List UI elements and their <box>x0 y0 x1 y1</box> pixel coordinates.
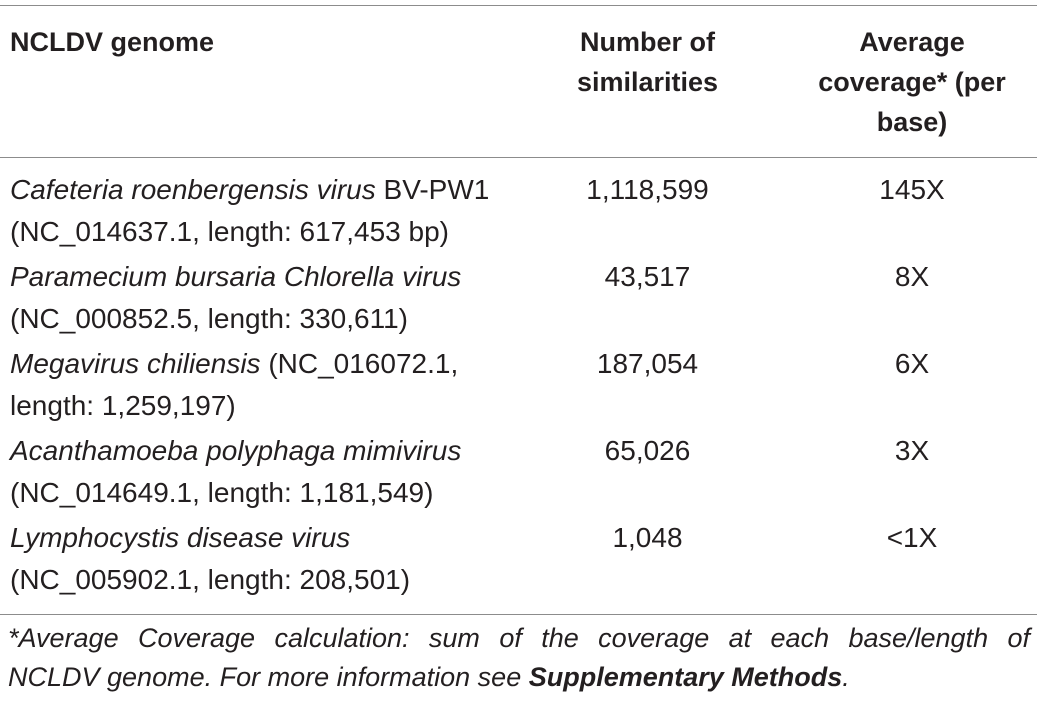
genome-accession-line: (NC_000852.5, length: 330,611) <box>10 303 408 334</box>
similarities-cell: 43,517 <box>604 261 691 292</box>
table-row <box>0 256 1037 340</box>
similarities-cell: 1,118,599 <box>586 174 709 205</box>
similarities-cell: 65,026 <box>604 435 691 466</box>
footnote-end: . <box>842 662 850 692</box>
genome-accession-line: (NC_014637.1, length: 617,453 bp) <box>10 216 449 247</box>
genome-accession-line: length: 1,259,197) <box>10 390 236 421</box>
coverage-cell: 145X <box>879 174 945 205</box>
coverage-cell: 3X <box>894 435 930 466</box>
column-gap <box>735 343 787 427</box>
genome-accession-line: (NC_014649.1, length: 1,181,549) <box>10 477 434 508</box>
table-row <box>0 430 1037 514</box>
column-gap <box>735 22 787 142</box>
footnote-text: NCLDV genome. For more information see <box>8 662 529 692</box>
genome-name-line <box>10 343 560 385</box>
genome-cell <box>0 430 560 514</box>
footnote-line-1: *Average Coverage calculation: sum of the coverage at each base/length of <box>8 623 1030 653</box>
genome-name-line <box>10 430 560 472</box>
genome-name: Lymphocystis disease virus <box>10 522 351 553</box>
genome-name: Cafeteria roenbergensis virus <box>10 174 376 205</box>
genome-name-suffix: (NC_016072.1, <box>260 348 459 379</box>
similarities-cell: 1,048 <box>612 522 683 553</box>
genome-name-suffix: BV-PW1 <box>375 174 490 205</box>
genome-name-line <box>10 256 560 298</box>
genome-cell <box>0 169 560 253</box>
column-gap <box>735 256 787 340</box>
genome-name-line <box>10 517 560 559</box>
genome-name: Acanthamoeba polyphaga mimivirus <box>10 435 462 466</box>
coverage-cell: 6X <box>894 348 930 379</box>
header-average-coverage: Average coverage* (per base) <box>818 27 1006 137</box>
footnote-supplementary-reference: Supplementary Methods <box>528 662 843 692</box>
genome-cell <box>0 517 560 601</box>
genome-name: Megavirus chiliensis <box>10 348 261 379</box>
column-gap <box>735 169 787 253</box>
column-gap <box>735 517 787 601</box>
genome-cell <box>0 343 560 427</box>
table-row <box>0 169 1037 253</box>
genome-accession-line: (NC_005902.1, length: 208,501) <box>10 564 411 595</box>
footnote-line-2 <box>8 658 1030 697</box>
header-ncldv-genome: NCLDV genome <box>10 27 215 57</box>
table-footnote <box>0 615 1030 697</box>
genome-name: Paramecium bursaria Chlorella virus <box>10 261 462 292</box>
coverage-cell: <1X <box>886 522 938 553</box>
table-row <box>0 343 1037 427</box>
header-number-of-similarities: Number of similarities <box>576 27 719 97</box>
table-body <box>0 158 1037 615</box>
similarities-cell: 187,054 <box>596 348 699 379</box>
table-row <box>0 517 1037 601</box>
genome-name-line <box>10 169 560 211</box>
genome-cell <box>0 256 560 340</box>
data-table <box>0 5 1037 697</box>
column-gap <box>735 430 787 514</box>
coverage-cell: 8X <box>894 261 930 292</box>
table-header-row <box>0 6 1037 158</box>
